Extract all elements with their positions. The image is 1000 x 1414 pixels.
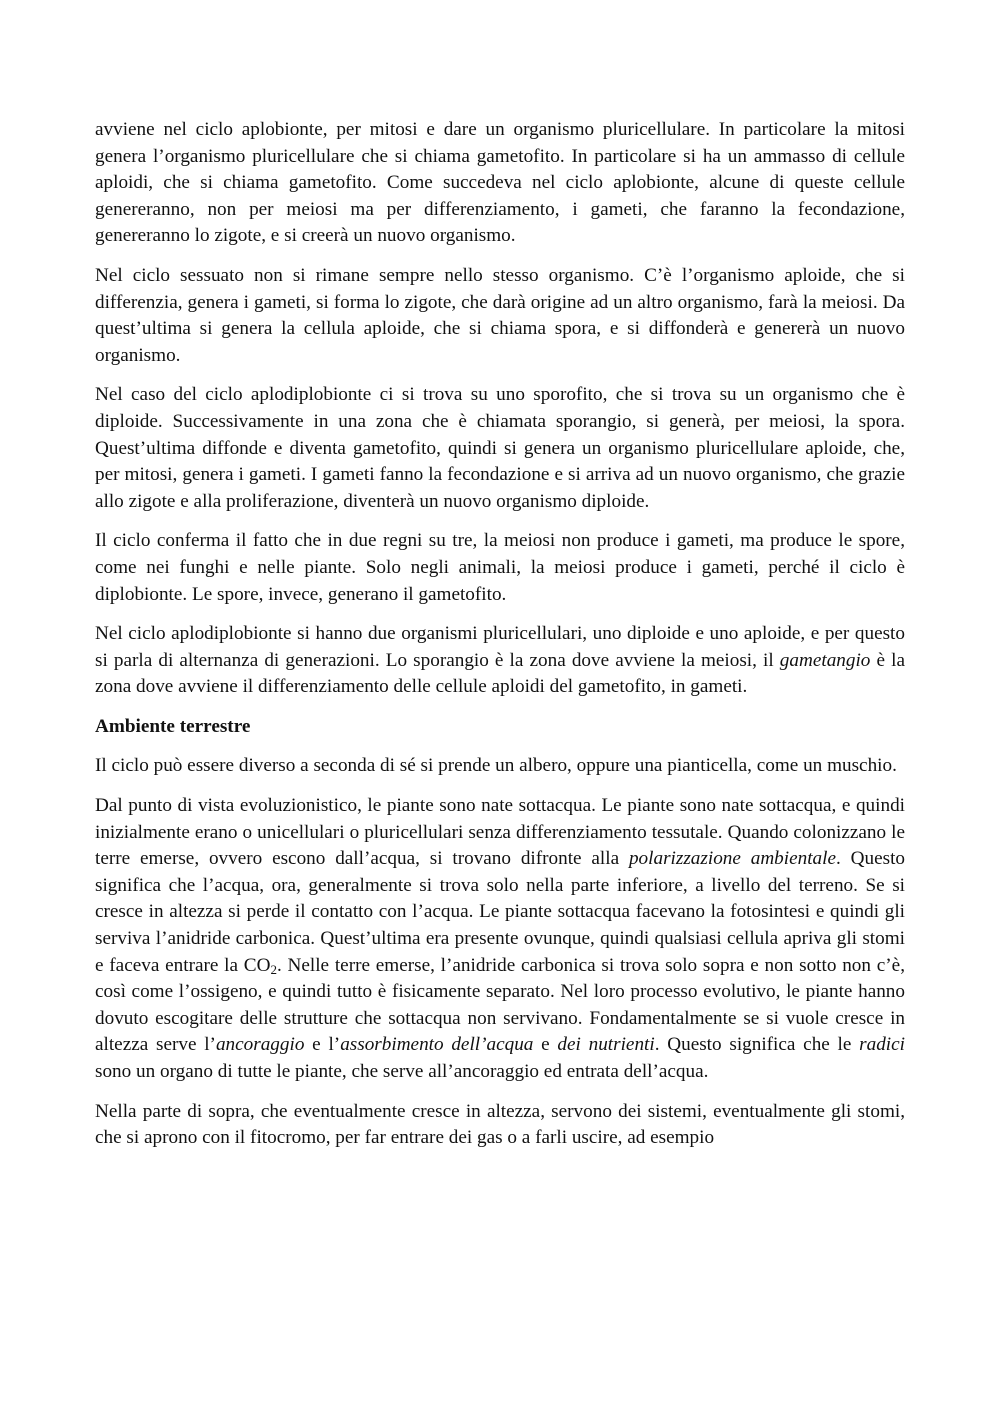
italic-term: assorbimento dell’acqua <box>340 1034 534 1056</box>
paragraph: avviene nel ciclo aplobionte, per mitosi e dare un organismo pluricellulare. In particolare la mitosi genera l’organismo pluricellulare che si chiama gametofito. In particolare si ha un ammasso di cellule aploidi, che si chiama gametofito. Come succedeva nel ciclo aplobionte, alcune di queste cellule genereranno, non per meiosi ma per differenziamento, i gameti, che faranno la fecondazione, genereranno lo zigote, e si creerà un nuovo organismo. <box>95 119 905 247</box>
document-page <box>95 117 905 1165</box>
paragraph <box>95 621 905 701</box>
paragraph <box>95 793 905 1086</box>
paragraph: Il ciclo conferma il fatto che in due regni su tre, la meiosi non produce i gameti, ma produce le spore, come nei funghi e nelle piante. Solo negli animali, la meiosi produce i gameti, perché il ciclo è diplobionte. Le spore, invece, generano il gametofito. <box>95 530 905 605</box>
text-run: e l’ <box>304 1034 341 1056</box>
section-heading: Ambiente terrestre <box>95 715 251 737</box>
italic-term: gametangio <box>779 649 871 671</box>
italic-term: radici <box>859 1034 905 1056</box>
paragraph: Il ciclo può essere diverso a seconda di sé si prende un albero, oppure una pianticella, come un muschio. <box>95 755 897 777</box>
text-run: Dal punto di vista evoluzionistico, le piante sono nate sottacqua. Le piante sono nate sottacqua, e quindi inizialmente erano o unicellulari o pluricellulari senza differenziamento tessutale. Quando colonizzano le terre emerse, ovvero escono dall’acqua, si trovano difronte alla <box>95 795 905 870</box>
text-run: sono un organo di tutte le piante, che serve all’ancoraggio ed entrata dell’acqua. <box>95 1061 709 1082</box>
paragraph: Nel ciclo sessuato non si rimane sempre nello stesso organismo. C’è l’organismo aploide, che si differenzia, genera i gameti, si forma lo zigote, che darà origine ad un altro organismo, farà la meiosi. Da quest’ultima si genera la cellula aploide, che si chiama spora, e si diffonderà e genererà un nuovo organismo. <box>95 264 905 366</box>
text-run: . Questo significa che l’acqua, ora, generalmente si trova solo nella parte inferiore, a livello del terreno. Se si cresce in altezza si perde il contatto con l’acqua. Le piante sottacqua facevano la fotosintesi e quindi gli serviva l’anidride carbonica. Quest’ultima era presente ovunque, quindi qualsiasi cellula apriva gli stomi e faceva entrare la CO <box>95 848 905 976</box>
paragraph: Nel caso del ciclo aplodiplobionte ci si trova su uno sporofito, che si trova su un organismo che è diploide. Successivamente in una zona che è chiamata sporangio, si generà, per meiosi, la spora. Quest’ultima diffonde e diventa gametofito, quindi si genera un organismo pluricellulare aploide, che, per mitosi, genera i gameti. I gameti fanno la fecondazione e si arriva ad un nuovo organismo, che grazie allo zigote e alla proliferazione, diventerà un nuovo organismo diploide. <box>95 384 905 512</box>
text-run: . Questo significa che le <box>654 1034 860 1056</box>
paragraph: Nella parte di sopra, che eventualmente cresce in altezza, servono dei sistemi, eventualmente gli stomi, che si aprono con il fitocromo, per far entrare dei gas o a farli uscire, ad esempio <box>95 1100 905 1149</box>
text-run: . Nelle terre emerse, l’anidride carbonica si trova solo sopra e non sotto non c’è, così come l’ossigeno, e quindi tutto è fisicamente separato. Nel loro processo evolutivo, le piante hanno dovuto escogitare delle strutture che sottacqua non servivano. Fondamentalmente se si vuole cresce in altezza serve l’ <box>95 954 905 1056</box>
italic-term: dei nutrienti <box>557 1034 655 1056</box>
text-run: è la zona dove avviene il differenziamento delle cellule aploidi del gametofito, in gameti. <box>95 649 905 698</box>
subscript: 2 <box>270 961 277 977</box>
text-run: e <box>533 1034 558 1056</box>
text-run: Nel ciclo aplodiplobionte si hanno due organismi pluricellulari, uno diploide e uno aploide, e per questo si parla di alternanza di generazioni. Lo sporangio è la zona dove avviene la meiosi, il <box>95 623 905 671</box>
italic-term: ancoraggio <box>215 1034 305 1056</box>
italic-term: polarizzazione ambientale <box>628 848 836 870</box>
